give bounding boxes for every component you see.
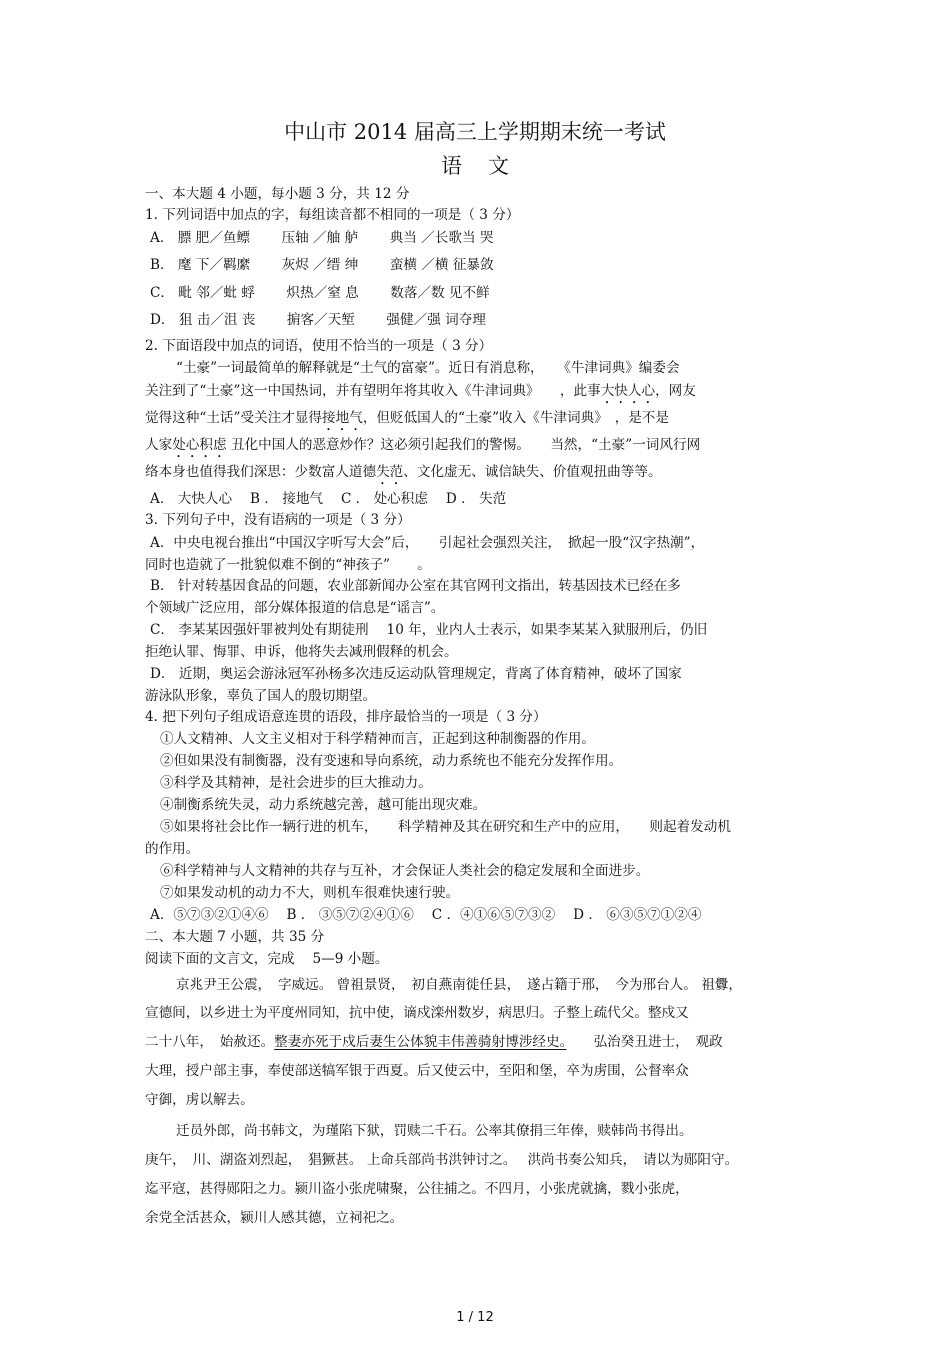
page-number: 1 / 12 [456,1310,494,1325]
q1-option-c: C． 毗 邻／蚍 蜉 炽热／窒 息 数落／数 见不鲜 [150,285,490,301]
passage-line-1: 京兆尹王公震， 字威远。 曾祖景贤， 初自燕南徙任县， 遂占籍于邢， 今为邢台人。 祖釁， [176,977,742,993]
q2-text: ，但贬低国人的“土豪”收入《牛津词典》 ，是不是 [362,410,669,426]
q3-option-c-line-2: 拒绝认罪、悔罪、申诉，他将失去减刑假释的机会。 [145,644,458,660]
q3-stem: 3. 下列句子中，没有语病的一项是（ 3 分） [145,512,411,528]
q1-stem: 1. 下列词语中加点的字，每组读音都不相同的一项是（ 3 分） [145,207,520,223]
q2-text: ，网友 [655,383,696,399]
q4-sentence-6: ⑥科学精神与人文精神的共存与互补，才会保证人类社会的稳定发展和全面进步。 [160,863,650,879]
q2-para-line-5 [145,462,662,488]
passage-line-5: 守御，虏以解去。 [145,1092,254,1108]
q3-option-a-line-2: 同时也造就了一批貌似难不倒的“神孩子” 。 [145,557,431,573]
q3-option-b-line-1: B． 针对转基因食品的问题，农业部新闻办公室在其官网刊文指出，转基因技术已经在多 [150,578,681,594]
passage-line-8: 迄平寇，甚得郧阳之力。颍川盗小张虎啸聚，公往捕之。不四月，小张虎就擒，戮小张虎， [145,1181,689,1197]
q2-text: 丑化中国人的恶意炒作？这必须引起我们的警惕。 当然，“土豪”一词风行网 [226,437,701,453]
q3-option-d-line-2: 游泳队形象，辜负了国人的殷切期望。 [145,688,377,704]
passage-line-3 [145,1032,723,1052]
q2-para-line-2 [145,381,696,407]
q1-option-a: A． 膘 肥／鱼鳔 压轴 ／舳 舻 典当 ／长歌当 哭 [150,230,494,246]
q2-text: 人家 [145,437,173,453]
q2-emph-word-2: 接地气 [322,410,363,426]
section2-heading: 二、本大题 7 小题，共 35 分 [145,929,325,945]
passage-line-4: 大理，授户部主事，奉使部送犒军银于西夏。后又使云中，至阳和堡，卒为虏围，公督率众 [145,1063,689,1079]
q4-options: A．⑤⑦③②①④⑥ B ． ③⑤⑦②④①⑥ C ．④①⑥⑤⑦③② D ． ⑥③⑤⑦①②④ [150,907,702,923]
passage-underlined-sentence: 整妻亦死于戍后妻生公体貌丰伟善骑射博涉经史。 [274,1034,567,1050]
q2-stem: 2. 下面语段中加点的词语，使用不恰当的一项是（ 3 分） [145,338,493,354]
q4-stem: 4. 把下列句子组成语意连贯的语段，排序最恰当的一项是（ 3 分） [145,709,547,725]
q3-option-d-line-1: D． 近期，奥运会游泳冠军孙杨多次违反运动队管理规定，背离了体育精神，破坏了国家 [150,666,682,682]
q2-emph-word-4: 失范 [376,464,404,480]
passage-text: 弘治癸丑进士， 观政 [566,1034,723,1050]
q3-option-a-line-1: A．中央电视台推出“中国汉字听写大会”后， 引起社会强烈关注， 掀起一股“汉字热潮”， [150,535,705,551]
q3-option-b-line-2: 个领域广泛应用，部分媒体报道的信息是“谣言”。 [145,600,445,616]
q2-para-line-3 [145,408,669,434]
section1-heading: 一、本大题 4 小题，每小题 3 分，共 12 分 [145,186,410,202]
q2-text: 、文化虚无、诚信缺失、价值观扭曲等等。 [403,464,662,480]
exam-title: 中山市 2014 届高三上学期期末统一考试 [284,120,666,144]
passage-line-9: 余党全活甚众，颍川人感其德，立祠祀之。 [145,1210,404,1226]
q3-option-c-line-1: C． 李某某因强奸罪被判处有期徒刑 10 年，业内人士表示，如果李某某入狱服刑后，仍旧 [150,622,708,638]
passage-line-2: 宣德间，以乡进士为平度州同知，抗中使，谪戍滦州数岁，病思归。子整上疏代父。整戍又 [145,1005,689,1021]
q2-emph-word-1: 大快人心 [600,383,656,399]
q2-options: A． 大快人心 B ． 接地气 C ． 处心积虑 D ． 失范 [150,491,507,507]
q4-sentence-1: ①人文精神、人文主义相对于科学精神而言，正起到这种制衡器的作用。 [160,731,595,747]
q4-sentence-4: ④制衡系统失灵，动力系统越完善，越可能出现灾难。 [160,797,487,813]
q2-text: 觉得这种“土话”受关注才显得 [145,410,323,426]
q4-sentence-2: ②但如果没有制衡器，没有变速和导向系统，动力系统也不能充分发挥作用。 [160,753,623,769]
q2-text: 络本身也值得我们深思：少数富人道德 [145,464,377,480]
q4-sentence-3: ③科学及其精神，是社会进步的巨大推动力。 [160,775,432,791]
q2-text: 关注到了“土豪”这一中国热词，并有望明年将其收入《牛津词典》 ，此事 [145,383,601,399]
q1-option-d: D． 狙 击／沮 丧 掮客／天堑 强健／强 词夺理 [150,312,486,328]
section2-intro: 阅读下面的文言文，完成 5—9 小题。 [145,951,389,967]
q4-sentence-7: ⑦如果发动机的动力不大，则机车很难快速行驶。 [160,885,460,901]
q2-para-line-1: “土豪”一词最简单的解释就是“土气的富豪”。近日有消息称， 《牛津词典》编委会 [176,360,680,376]
passage-line-7: 庚午， 川、湖盗刘烈起， 猖獗甚。 上命兵部尚书洪钟讨之。 洪尚书奏公知兵， 请以为郧阳守。 [145,1152,739,1168]
passage-line-6: 迁员外郎，尚书韩文，为瑾陷下狱，罚赎二千石。公率其僚捐三年俸，赎韩尚书得出。 [176,1123,693,1139]
passage-text: 二十八年， 始赦还。 [145,1034,275,1050]
q2-para-line-4 [145,435,700,461]
q4-sentence-5-line-1: ⑤如果将社会比作一辆行进的机车， 科学精神及其在研究和生产中的应用， 则起着发动机 [160,819,731,835]
q1-option-b: B． 麾 下／羁縻 灰烬 ／缙 绅 蛮横 ／横 征暴敛 [150,257,494,273]
q2-emph-word-3: 处心积虑 [172,437,227,453]
exam-subject: 语文 [441,154,535,178]
q4-sentence-5-line-2: 的作用。 [145,841,200,857]
